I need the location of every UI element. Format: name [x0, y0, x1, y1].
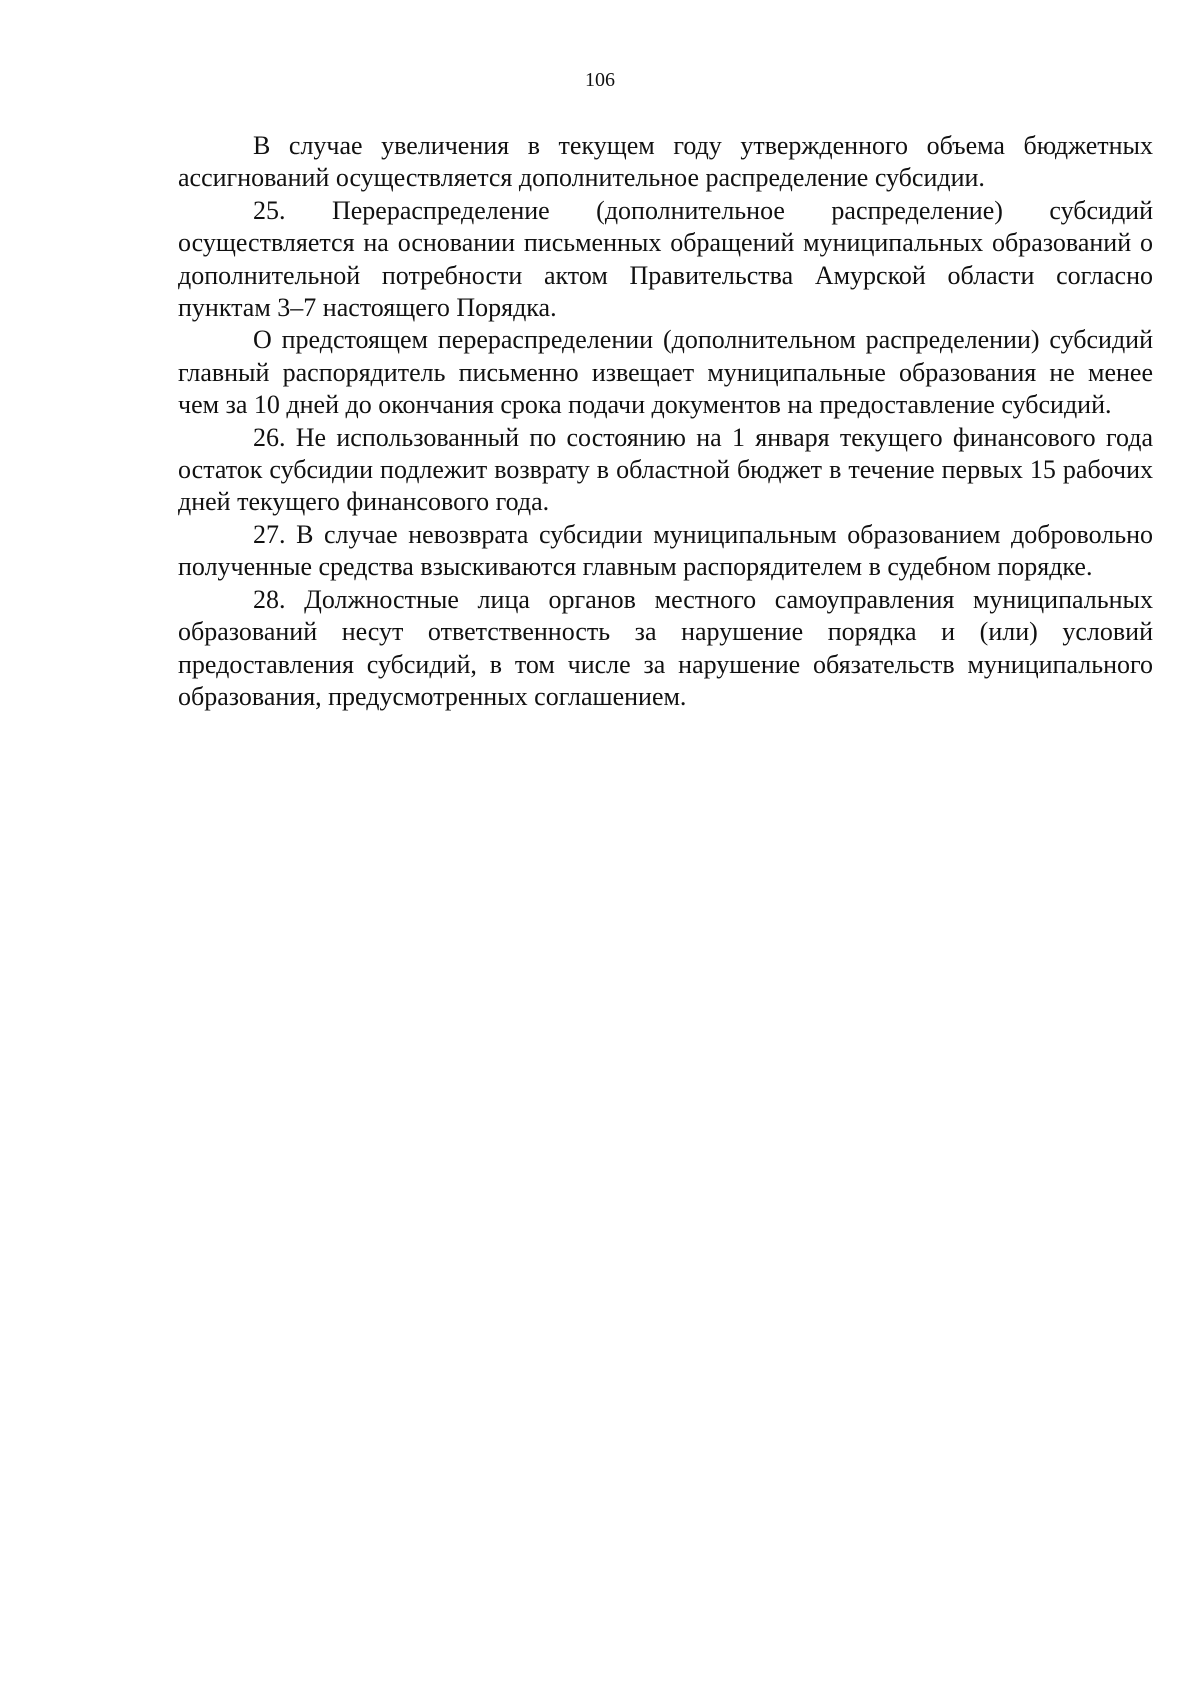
document-body	[178, 130, 1153, 713]
paragraph-item-27: 27. В случае невозврата субсидии муниципальным образованием добровольно полученные средства взыскиваются главным распорядителем в судебном порядке.	[178, 519, 1153, 582]
paragraph-item-28: 28. Должностные лица органов местного самоуправления муниципальных образований несут ответственность за нарушение порядка и (или) условий предоставления субсидий, в том числе за нарушение обязательств муниципального образования, предусмотренных соглашением.	[178, 584, 1153, 711]
page-number: 106	[585, 69, 615, 91]
paragraph-item-26: 26. Не использованный по состоянию на 1 января текущего финансового года остаток субсидии подлежит возврату в областной бюджет в течение первых 15 рабочих дней текущего финансового года.	[178, 422, 1153, 517]
paragraph-item-25: 25. Перераспределение (дополнительное распределение) субсидий осуществляется на основании письменных обращений муниципальных образований о дополнительной потребности актом Правительства Амурской области согласно пунктам 3–7 настоящего Порядка.	[178, 195, 1153, 323]
paragraph-redistribution-notice: О предстоящем перераспределении (дополнительном распределении) субсидий главный распорядитель письменно извещает муниципальные образования не менее чем за 10 дней до окончания срока подачи документов на предоставление субсидий.	[178, 325, 1153, 420]
paragraph-budget-increase: В случае увеличения в текущем году утвержденного объема бюджетных ассигнований осуществляется дополнительное распределение субсидии.	[178, 131, 1153, 193]
